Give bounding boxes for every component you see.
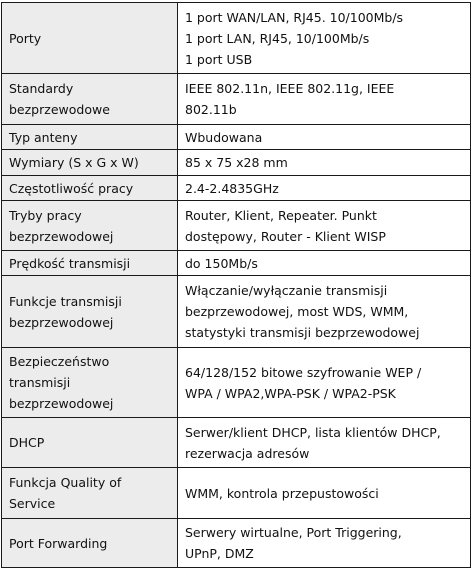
spec-value-line: statystyki transmisji bezprzewodowej	[185, 325, 420, 340]
spec-label-line: Funkcja Quality of	[9, 475, 122, 490]
spec-value-cell	[178, 176, 471, 201]
spec-label-cell	[2, 519, 178, 568]
spec-value-cell	[178, 201, 471, 251]
spec-row	[2, 418, 471, 468]
spec-value-cell	[178, 468, 471, 519]
spec-label-cell	[2, 201, 178, 251]
spec-label-cell	[2, 276, 178, 348]
spec-label-line: Typ anteny	[9, 129, 78, 145]
spec-value-line: dostępowy, Router - Klient WISP	[185, 228, 386, 244]
spec-value-cell	[178, 3, 471, 74]
spec-label-line: Funkcje transmisji	[9, 293, 122, 309]
spec-label-line: Service	[9, 496, 56, 511]
spec-row	[2, 519, 471, 568]
spec-value-line: Router, Klient, Repeater. Punkt	[185, 207, 377, 223]
spec-value-line: Serwery wirtualne, Port Triggering,	[185, 525, 402, 540]
spec-label-cell	[2, 74, 178, 125]
spec-value-line: rezerwacja adresów	[185, 445, 310, 461]
spec-row	[2, 125, 471, 150]
spec-label-cell	[2, 251, 178, 276]
spec-label-line: Standardy	[9, 81, 74, 96]
spec-value-line: 1 port WAN/LAN, RJ45. 10/100Mb/s	[185, 9, 404, 25]
spec-value-line: WMM, kontrola przepustowości	[185, 485, 379, 501]
specifications-table	[1, 2, 471, 568]
spec-value-line: Włączanie/wyłączanie transmisji	[185, 283, 388, 298]
spec-value-line: 802.11b	[185, 102, 237, 117]
spec-label-cell	[2, 348, 178, 418]
spec-value-cell	[178, 276, 471, 348]
spec-value-cell	[178, 348, 471, 418]
specifications-table-body	[2, 3, 471, 568]
spec-row	[2, 176, 471, 201]
spec-label-line: Częstotliwość pracy	[9, 180, 134, 196]
spec-label-line: bezprzewodowej	[9, 314, 114, 330]
spec-row	[2, 468, 471, 519]
spec-label-line: transmisji	[9, 375, 71, 390]
spec-label-line: Porty	[9, 30, 42, 46]
spec-label-line: Port Forwarding	[9, 535, 108, 551]
spec-row	[2, 276, 471, 348]
spec-value-line: 2.4-2.4835GHz	[185, 180, 279, 196]
spec-label-line: bezprzewodowej	[9, 228, 114, 244]
spec-row	[2, 251, 471, 276]
spec-value-cell	[178, 418, 471, 468]
spec-row	[2, 74, 471, 125]
spec-value-cell	[178, 125, 471, 150]
spec-row	[2, 3, 471, 74]
spec-label-line: bezprzewodowe	[9, 102, 110, 117]
spec-label-line: Tryby pracy	[9, 207, 82, 223]
spec-value-cell	[178, 74, 471, 125]
spec-label-cell	[2, 418, 178, 468]
spec-row	[2, 150, 471, 176]
spec-value-line: bezprzewodowej, most WDS, WMM,	[185, 304, 409, 319]
spec-value-cell	[178, 150, 471, 176]
spec-value-line: 1 port USB	[185, 51, 253, 67]
spec-value-line: Wbudowana	[185, 129, 263, 145]
spec-label-line: Prędkość transmisji	[9, 255, 131, 271]
spec-value-line: WPA / WPA2,WPA-PSK / WPA2-PSK	[185, 385, 396, 401]
spec-value-line: UPnP, DMZ	[185, 546, 254, 561]
spec-value-line: 64/128/152 bitowe szyfrowanie WEP /	[185, 364, 422, 380]
spec-label-cell	[2, 468, 178, 519]
spec-value-line: Serwer/klient DHCP, lista klientów DHCP,	[185, 424, 441, 440]
spec-value-line: 85 x 75 x28 mm	[185, 155, 288, 170]
spec-row	[2, 348, 471, 418]
spec-value-cell	[178, 251, 471, 276]
spec-row	[2, 201, 471, 251]
spec-value-line: IEEE 802.11n, IEEE 802.11g, IEEE	[185, 81, 395, 96]
spec-label-line: Bezpieczeństwo	[9, 354, 110, 369]
spec-label-cell	[2, 125, 178, 150]
spec-label-cell	[2, 150, 178, 176]
spec-label-cell	[2, 3, 178, 74]
spec-label-cell	[2, 176, 178, 201]
spec-label-line: Wymiary (S x G x W)	[9, 155, 139, 170]
spec-label-line: bezprzewodowej	[9, 396, 114, 411]
spec-value-line: 1 port LAN, RJ45, 10/100Mb/s	[185, 30, 370, 46]
spec-value-cell	[178, 519, 471, 568]
spec-label-line: DHCP	[9, 435, 45, 450]
spec-value-line: do 150Mb/s	[185, 255, 258, 271]
